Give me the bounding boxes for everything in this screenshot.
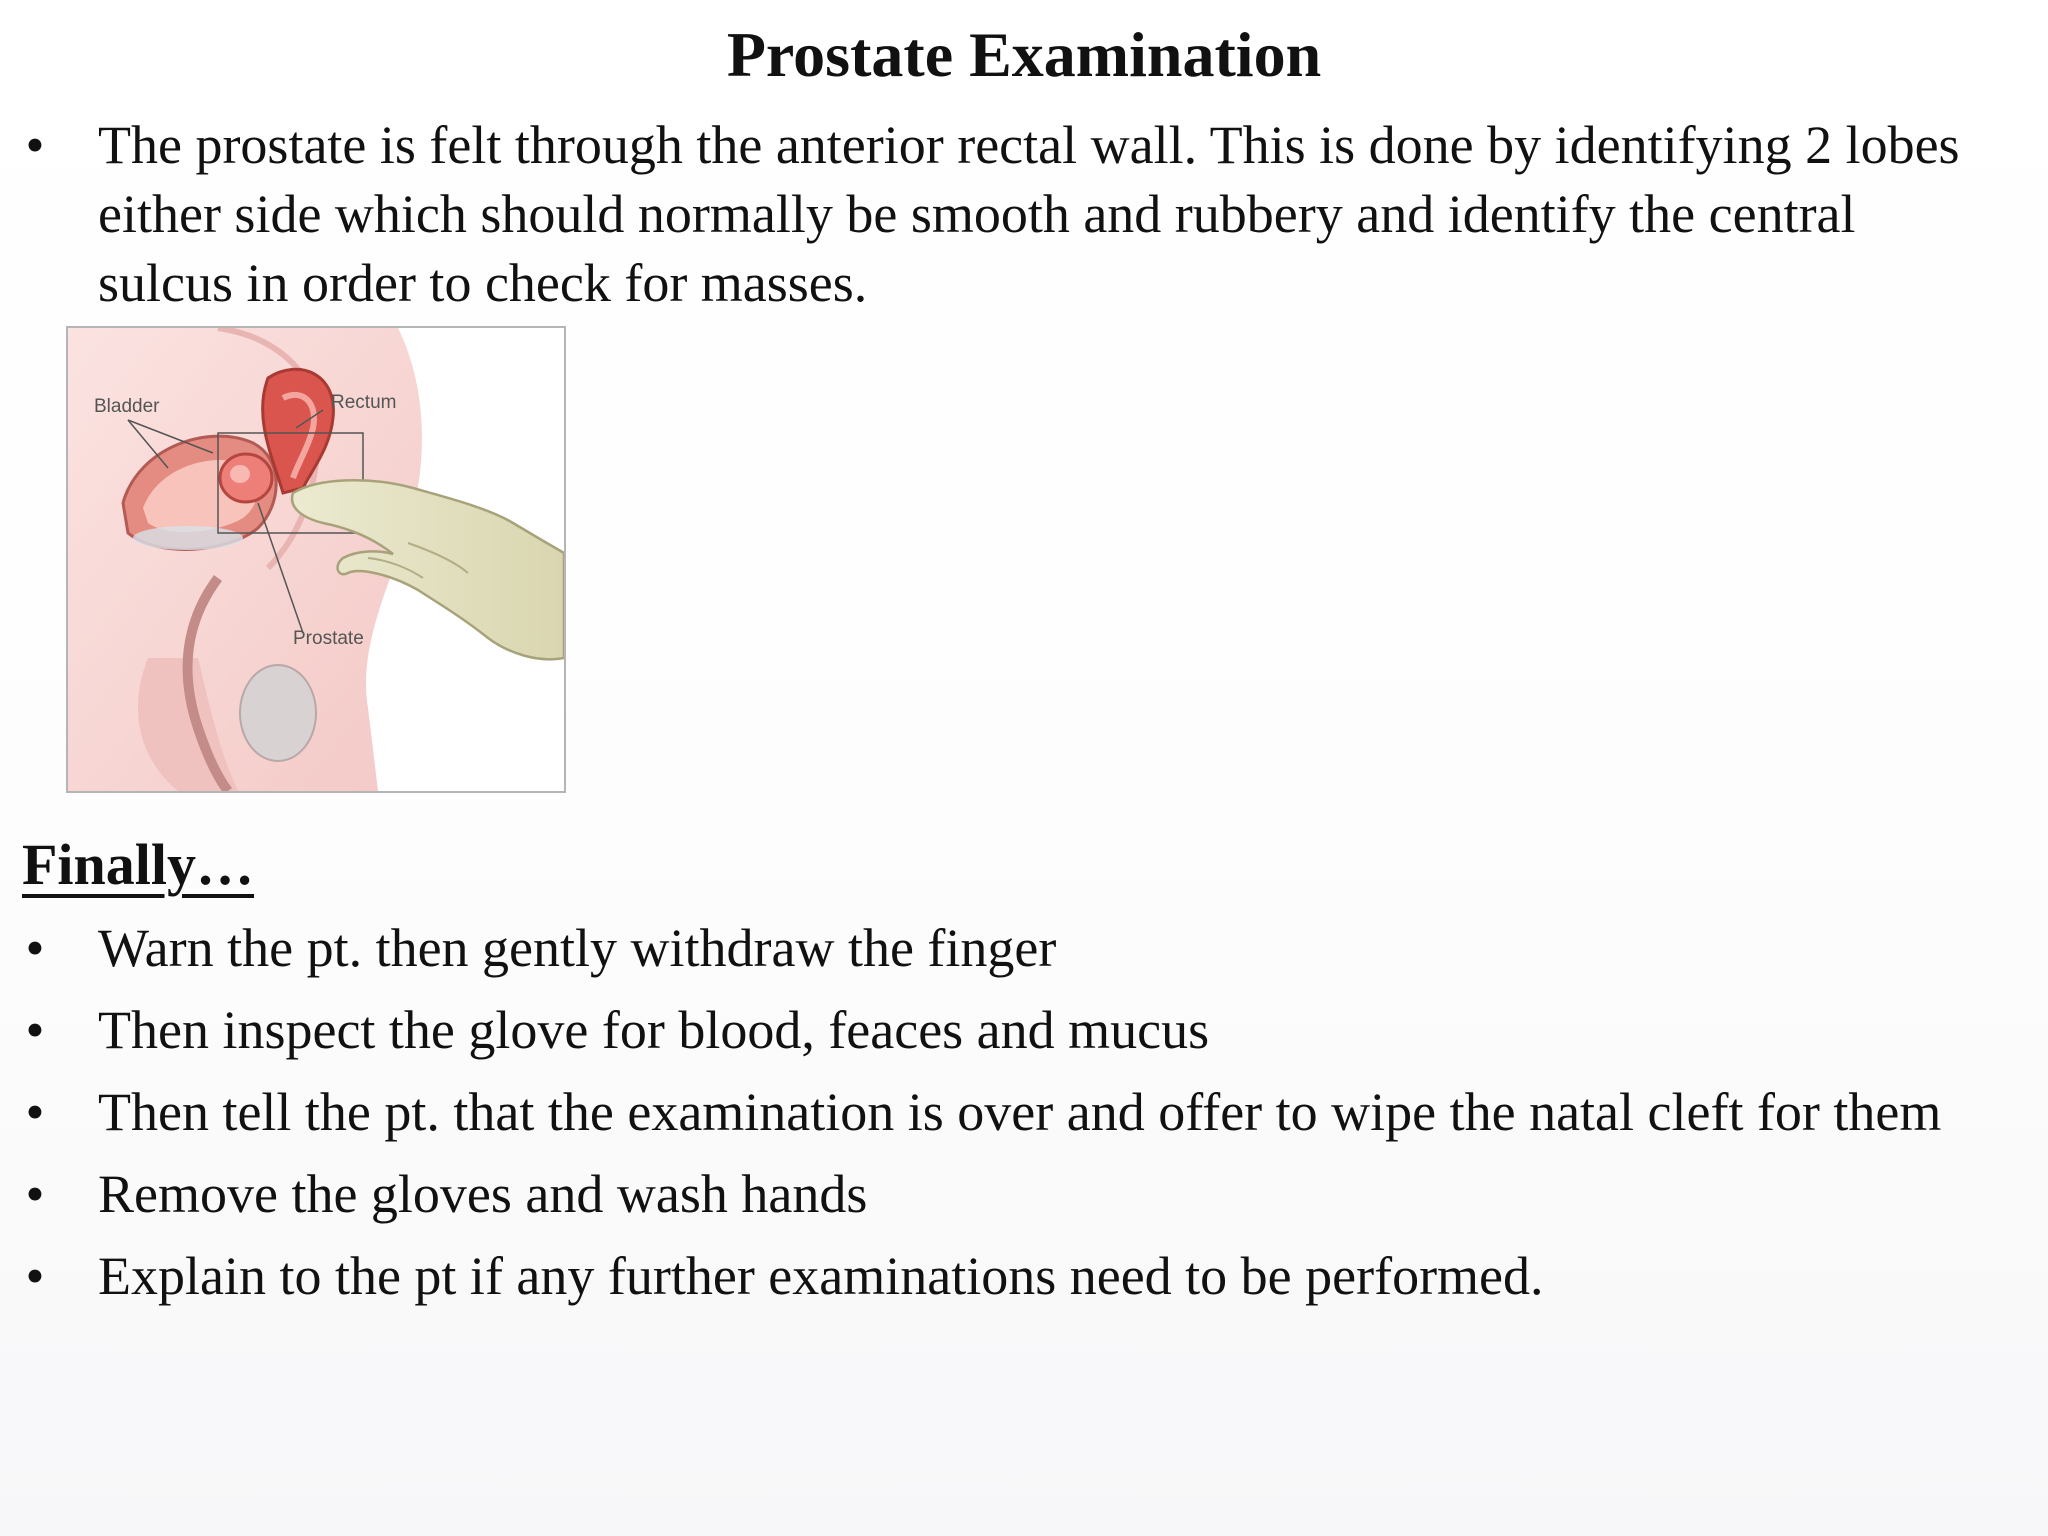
prostate-exam-diagram	[66, 326, 566, 793]
bullet-icon: •	[25, 1246, 45, 1306]
bullet-item	[0, 1078, 1990, 1147]
bullet-icon: •	[25, 1082, 45, 1142]
intro-bullet-list	[0, 111, 1960, 318]
page-title: Prostate Examination	[726, 19, 1322, 90]
bullet-text: Then tell the pt. that the examination is over and offer to wipe the natal cleft for them	[98, 1082, 1942, 1142]
bullet-text: Remove the gloves and wash hands	[98, 1164, 868, 1224]
bullet-icon: •	[25, 1164, 45, 1224]
bullet-item	[0, 996, 1990, 1065]
bullet-item	[0, 111, 1960, 318]
bladder-label: Bladder	[94, 396, 160, 417]
bullet-text: Warn the pt. then gently withdraw the finger	[98, 918, 1057, 978]
bullet-item	[0, 914, 1990, 983]
bullet-icon: •	[25, 918, 45, 978]
anatomy-illustration	[68, 328, 564, 791]
final-bullet-list	[0, 914, 1990, 1324]
section-heading: Finally…	[22, 832, 255, 897]
rectum-label: Rectum	[331, 392, 397, 413]
testis-shape	[240, 665, 316, 761]
bullet-text: Explain to the pt if any further examinations need to be performed.	[98, 1246, 1544, 1306]
bullet-item	[0, 1242, 1990, 1311]
bullet-text: The prostate is felt through the anterior rectal wall. This is done by identifying 2 lobes either side which should normally be smooth and rubbery and identify the central sulcus in order to check for masses.	[98, 115, 1960, 313]
bullet-icon: •	[25, 115, 45, 175]
prostate-label: Prostate	[293, 628, 364, 649]
bullet-icon: •	[25, 1000, 45, 1060]
bullet-text: Then inspect the glove for blood, feaces and mucus	[98, 1000, 1210, 1060]
bullet-item	[0, 1160, 1990, 1229]
